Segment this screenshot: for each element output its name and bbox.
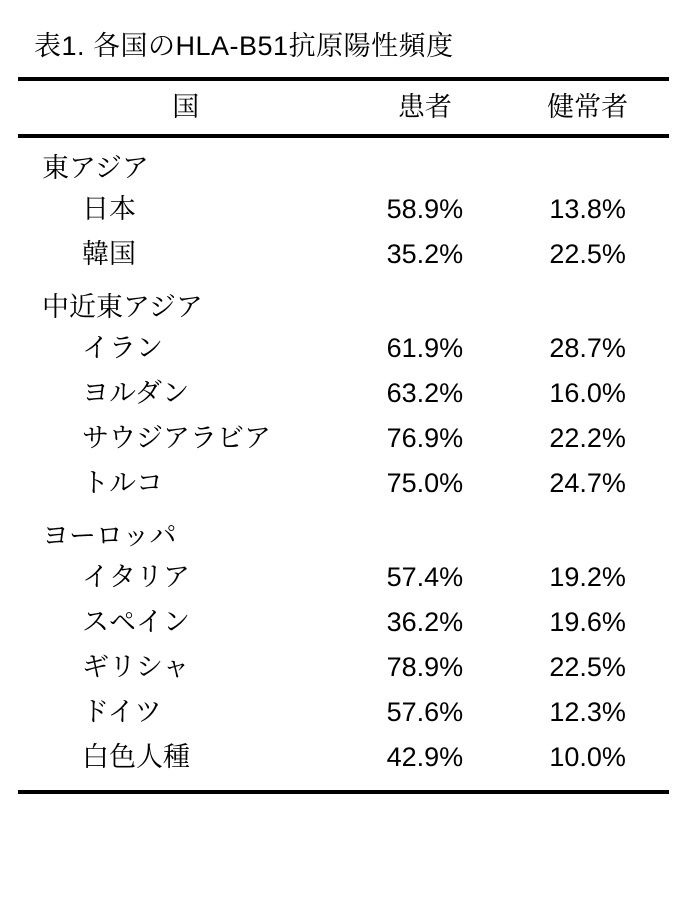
cell-patients: 42.9% (386, 742, 464, 772)
cell-patients: 78.9% (386, 652, 464, 682)
bottom-spacer (18, 780, 669, 790)
country-label: 白色人種 (82, 742, 190, 772)
table-row (18, 555, 669, 600)
table-row (18, 600, 669, 645)
table-header-row (18, 81, 669, 134)
table-row (18, 416, 669, 461)
cell-patients: 36.2% (386, 607, 464, 637)
cell-healthy: 28.7% (549, 333, 626, 363)
country-label: ドイツ (82, 697, 162, 727)
cell-healthy (506, 138, 669, 187)
region-group-label: 東アジア (42, 153, 149, 183)
table-body (18, 138, 669, 780)
country-label: サウジアラビア (82, 423, 271, 453)
hla-b51-frequency-table (18, 81, 669, 134)
hla-b51-frequency-body (18, 138, 669, 780)
table-row (18, 735, 669, 780)
table-row (18, 232, 669, 277)
cell-patients: 57.6% (386, 697, 464, 727)
cell-healthy: 16.0% (549, 378, 626, 408)
cell-patients: 76.9% (386, 423, 464, 453)
cell-patients: 58.9% (386, 194, 464, 224)
cell-healthy: 10.0% (549, 742, 626, 772)
table-row (18, 461, 669, 506)
cell-patients: 35.2% (386, 239, 464, 269)
cell-patients (344, 277, 507, 326)
cell-healthy: 19.6% (549, 607, 626, 637)
table-row (18, 506, 669, 555)
country-label: イタリア (82, 562, 190, 592)
country-label: 日本 (82, 194, 136, 224)
table-header (18, 81, 669, 134)
table-row (18, 690, 669, 735)
cell-healthy (506, 277, 669, 326)
country-label: ヨルダン (82, 378, 190, 408)
table-row (18, 371, 669, 416)
cell-patients: 63.2% (386, 378, 464, 408)
table-title: 表1. 各国のHLA-B51抗原陽性頻度 (34, 31, 454, 61)
country-label: イラン (82, 333, 163, 363)
region-group-label: 中近東アジア (42, 292, 203, 322)
table-row (18, 277, 669, 326)
country-label: 韓国 (82, 239, 136, 269)
cell-patients: 75.0% (386, 468, 464, 498)
table-row (18, 138, 669, 187)
column-header-healthy: 健常者 (547, 92, 629, 122)
cell-healthy: 19.2% (549, 562, 626, 592)
table-row (18, 187, 669, 232)
table-row (18, 326, 669, 371)
table-row (18, 645, 669, 690)
cell-healthy: 22.2% (549, 423, 626, 453)
column-header-patients: 患者 (397, 92, 452, 122)
cell-healthy: 24.7% (549, 468, 626, 498)
cell-patients (344, 138, 507, 187)
cell-healthy: 22.5% (549, 239, 626, 269)
column-header-country: 国 (172, 92, 200, 122)
cell-healthy: 13.8% (549, 194, 626, 224)
cell-patients (344, 506, 507, 555)
country-label: トルコ (82, 468, 163, 498)
cell-healthy (506, 506, 669, 555)
table-bottom-rule (18, 790, 669, 794)
cell-healthy: 12.3% (549, 697, 626, 727)
cell-patients: 57.4% (386, 562, 464, 592)
country-label: スペイン (82, 607, 190, 637)
country-label: ギリシャ (82, 652, 190, 682)
cell-patients: 61.9% (386, 333, 464, 363)
region-group-label: ヨーロッパ (42, 521, 177, 551)
cell-healthy: 22.5% (549, 652, 626, 682)
